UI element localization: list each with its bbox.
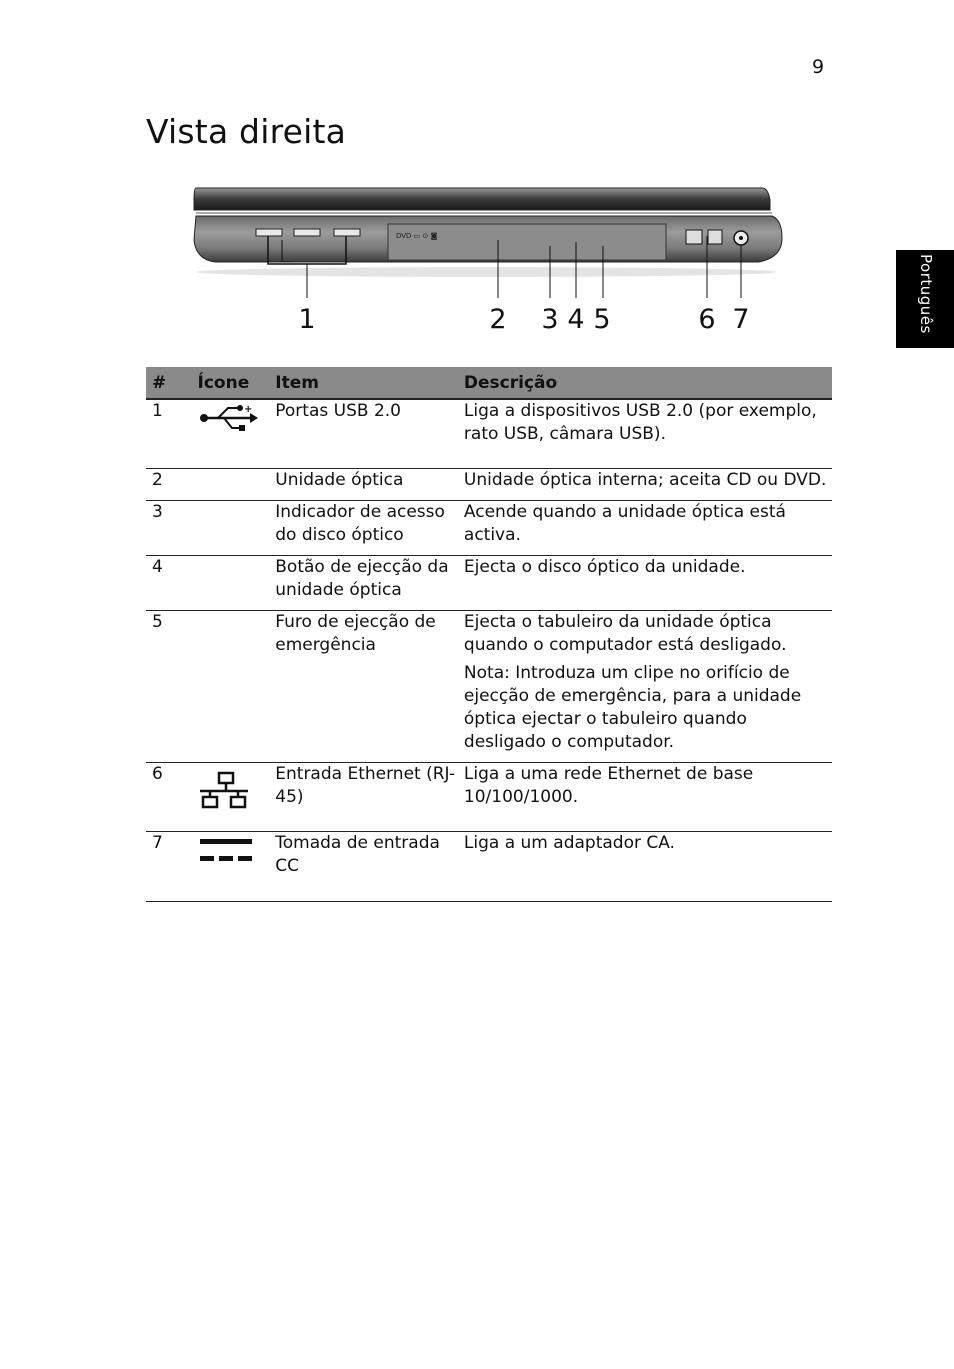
- row-item: Botão de ejecção da unidade óptica: [275, 555, 464, 610]
- row-description: Unidade óptica interna; aceita CD ou DVD.: [464, 468, 832, 500]
- row-number: 3: [146, 500, 198, 555]
- table-header-row: [146, 367, 832, 399]
- callout-5: 5: [593, 304, 611, 335]
- table-row: [146, 468, 832, 500]
- row-icon-empty: [198, 468, 276, 500]
- row-description: [464, 610, 832, 762]
- callout-7: 7: [732, 304, 750, 335]
- row-item: Indicador de acesso do disco óptico: [275, 500, 464, 555]
- callout-6: 6: [698, 304, 716, 335]
- row-number: 2: [146, 468, 198, 500]
- header-icon: Ícone: [198, 367, 276, 399]
- svg-text:+: +: [243, 404, 252, 415]
- laptop-illustration: [146, 180, 832, 350]
- port-description-table: [146, 367, 832, 902]
- table-row: [146, 610, 832, 762]
- page-number: 9: [812, 56, 825, 78]
- row-item: Furo de ejecção de emergência: [275, 610, 464, 762]
- row-description: Liga a dispositivos USB 2.0 (por exemplo, rato USB, câmara USB).: [464, 399, 832, 468]
- row-icon-empty: [198, 610, 276, 762]
- note-text: Introduza um clipe no orifício de ejecção de emergência, para a unidade óptica ejectar o tabuleiro quando desligado o computador.: [463, 662, 802, 752]
- row-item: Unidade óptica: [275, 468, 464, 500]
- dc-power-icon: [198, 831, 276, 901]
- row-icon-empty: [198, 555, 276, 610]
- row-item: Portas USB 2.0: [275, 399, 464, 468]
- language-tab-label: Português: [917, 254, 935, 334]
- row-number: 7: [146, 831, 198, 901]
- callout-3: 3: [541, 304, 559, 335]
- ethernet-icon: [198, 762, 276, 831]
- row-description: Liga a uma rede Ethernet de base 10/100/1000.: [464, 762, 832, 831]
- row-item: Entrada Ethernet (RJ-45): [275, 762, 464, 831]
- usb-icon: [198, 399, 276, 468]
- laptop-right-side-figure: [146, 180, 832, 350]
- table-row: [146, 399, 832, 468]
- row-description: Ejecta o disco óptico da unidade.: [464, 555, 832, 610]
- row-note: [464, 662, 832, 754]
- table-row: [146, 555, 832, 610]
- table-row: [146, 500, 832, 555]
- header-description: Descrição: [464, 367, 832, 399]
- callout-4: 4: [567, 304, 585, 335]
- row-number: 4: [146, 555, 198, 610]
- table-row: [146, 762, 832, 831]
- row-number: 1: [146, 399, 198, 468]
- note-label: Nota:: [463, 662, 510, 683]
- svg-text:DVD ▭ ⊙ ◙: DVD ▭ ⊙ ◙: [396, 232, 438, 240]
- row-description: Liga a um adaptador CA.: [464, 831, 832, 901]
- language-tab: [896, 250, 954, 348]
- row-item: Tomada de entrada CC: [275, 831, 464, 901]
- row-description: Acende quando a unidade óptica está activa.: [464, 500, 832, 555]
- row-number: 5: [146, 610, 198, 762]
- row-description-text: Ejecta o tabuleiro da unidade óptica quando o computador está desligado.: [463, 611, 787, 655]
- row-icon-empty: [198, 500, 276, 555]
- callout-2: 2: [489, 304, 507, 335]
- callout-1: 1: [298, 304, 316, 335]
- table-row: [146, 831, 832, 901]
- header-number: #: [146, 367, 198, 399]
- row-number: 6: [146, 762, 198, 831]
- header-item: Item: [275, 367, 464, 399]
- page-title: Vista direita: [146, 112, 347, 151]
